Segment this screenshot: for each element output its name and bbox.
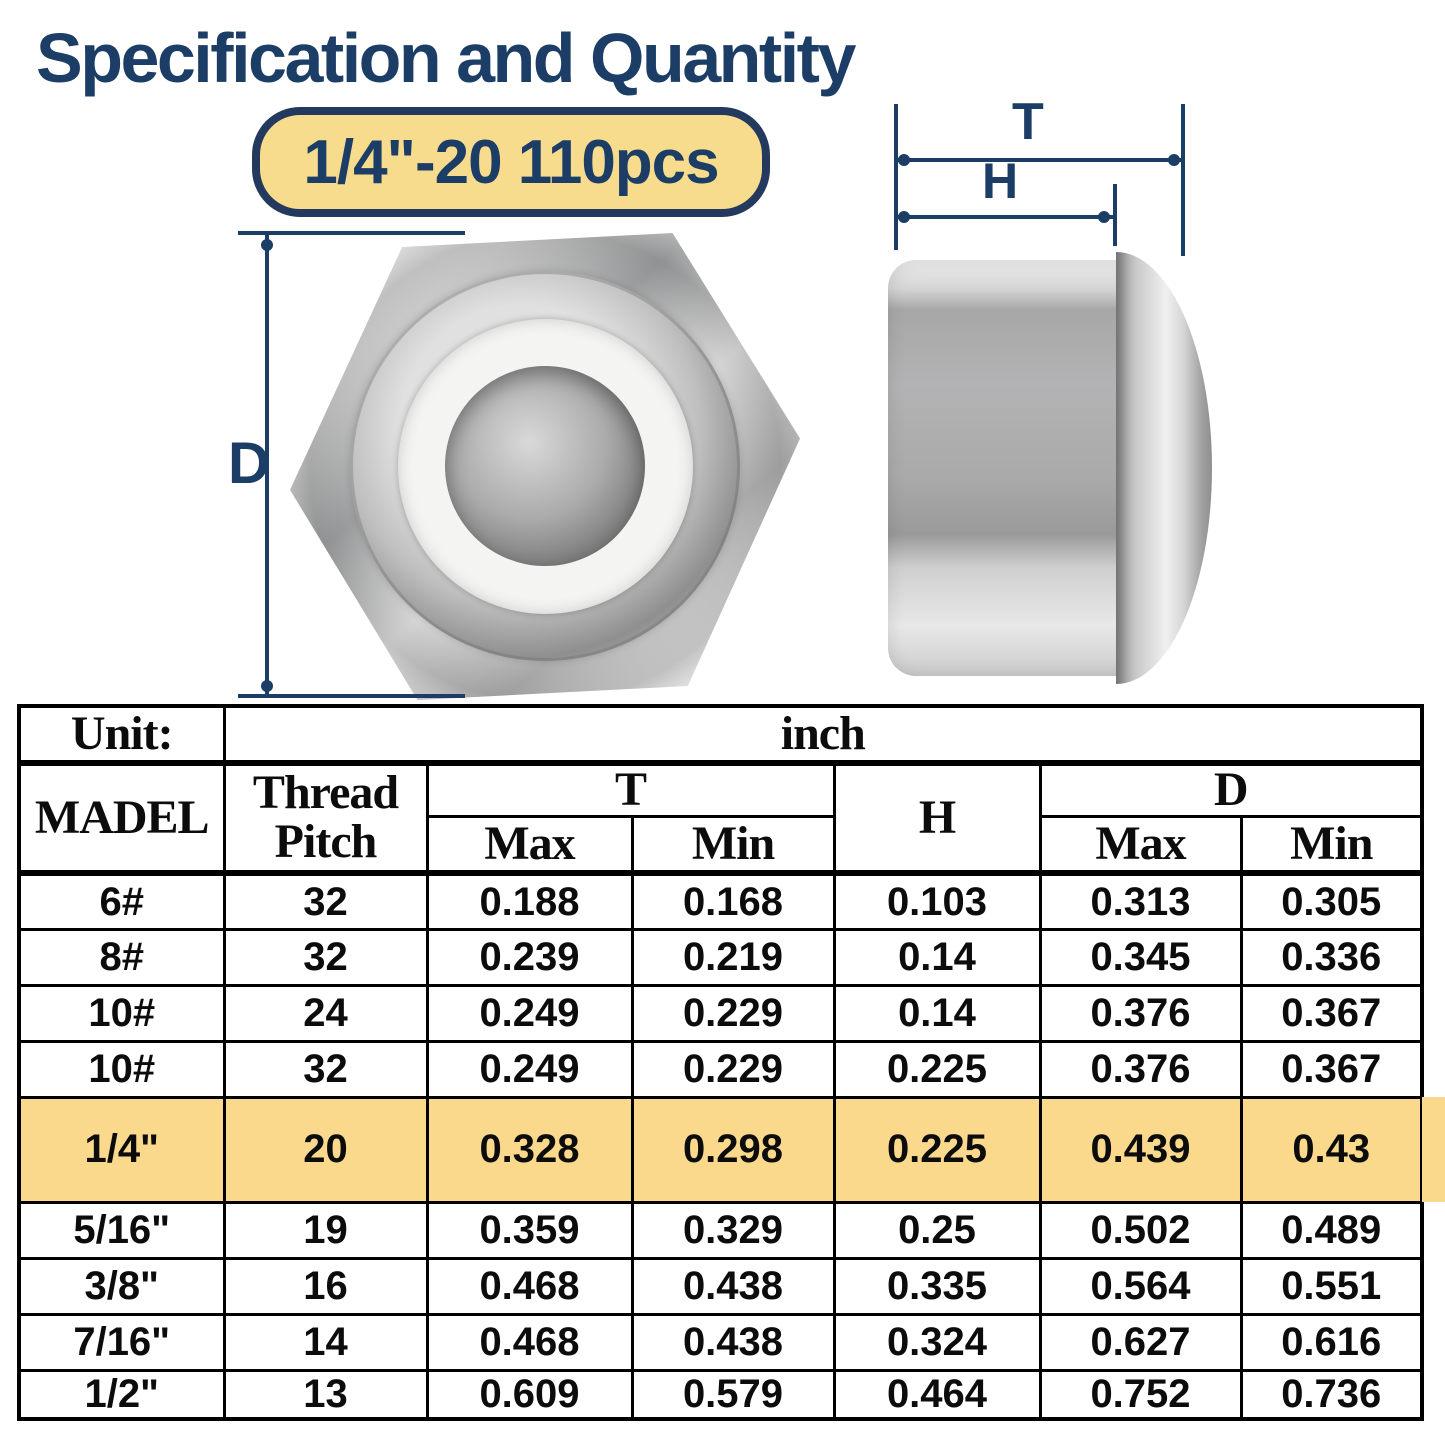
cell-d_max: 0.345	[1040, 929, 1241, 985]
cell-d_min: 0.616	[1241, 1314, 1422, 1370]
cell-model: 5/16"	[19, 1202, 224, 1258]
cell-d_min: 0.367	[1241, 985, 1422, 1041]
cell-d_max: 0.439	[1040, 1097, 1241, 1202]
cell-t_min: 0.438	[632, 1258, 834, 1314]
table-row	[19, 1258, 1422, 1314]
cell-h: 0.25	[834, 1202, 1040, 1258]
cell-h: 0.103	[834, 873, 1040, 929]
dim-t-dot-right	[1168, 154, 1180, 166]
nut-front-view-photo	[290, 233, 800, 700]
table-row	[19, 1041, 1422, 1097]
dim-h-dot-left	[898, 211, 910, 223]
table-row	[19, 1370, 1422, 1419]
dim-d-ext-top	[238, 231, 465, 235]
table-row	[19, 1314, 1422, 1370]
cell-h: 0.14	[834, 929, 1040, 985]
cell-pitch: 16	[224, 1258, 427, 1314]
cell-pitch: 32	[224, 1041, 427, 1097]
cell-d_min: 0.43	[1241, 1097, 1422, 1202]
cell-d_max: 0.627	[1040, 1314, 1241, 1370]
cell-t_min: 0.229	[632, 985, 834, 1041]
dim-t-label: T	[1012, 93, 1044, 151]
cell-h: 0.464	[834, 1370, 1040, 1419]
dim-d-dot-top	[261, 239, 273, 251]
header-row	[19, 763, 1422, 816]
cell-t_min: 0.168	[632, 873, 834, 929]
cell-t_max: 0.249	[427, 1041, 632, 1097]
col-header-t: T	[427, 763, 834, 816]
col-header-thread-pitch: Thread Pitch	[224, 763, 427, 873]
cell-model: 10#	[19, 1041, 224, 1097]
dim-d-dot-bottom	[261, 680, 273, 692]
cell-h: 0.335	[834, 1258, 1040, 1314]
highlight-sliver	[1422, 1097, 1445, 1202]
cell-d_max: 0.376	[1040, 1041, 1241, 1097]
cell-h: 0.225	[834, 1097, 1040, 1202]
page-title: Specification and Quantity	[36, 19, 854, 97]
cell-pitch: 20	[224, 1097, 427, 1202]
cell-model: 10#	[19, 985, 224, 1041]
cell-model: 3/8"	[19, 1258, 224, 1314]
size-quantity-badge	[252, 107, 770, 217]
cell-d_min: 0.336	[1241, 929, 1422, 985]
table-row	[19, 985, 1422, 1041]
cell-model: 7/16"	[19, 1314, 224, 1370]
cell-d_min: 0.551	[1241, 1258, 1422, 1314]
cell-t_max: 0.468	[427, 1258, 632, 1314]
cell-d_max: 0.564	[1040, 1258, 1241, 1314]
dim-d-label: D	[228, 431, 270, 496]
spec-table	[17, 704, 1424, 1421]
cell-h: 0.14	[834, 985, 1040, 1041]
dim-h-dot-right	[1098, 211, 1110, 223]
cell-d_max: 0.376	[1040, 985, 1241, 1041]
col-header-t-min: Min	[632, 816, 834, 873]
dim-t-dot-left	[898, 154, 910, 166]
cell-t_max: 0.188	[427, 873, 632, 929]
cell-t_max: 0.359	[427, 1202, 632, 1258]
dim-t-ext-right	[1181, 104, 1185, 256]
cell-pitch: 32	[224, 873, 427, 929]
table-row	[19, 1097, 1422, 1202]
cell-model: 8#	[19, 929, 224, 985]
cell-t_min: 0.219	[632, 929, 834, 985]
cell-d_min: 0.489	[1241, 1202, 1422, 1258]
dim-th-ext-left	[894, 104, 898, 250]
dim-t-line	[898, 158, 1182, 162]
cell-pitch: 32	[224, 929, 427, 985]
dim-h-ext-right	[1113, 184, 1117, 246]
col-header-t-max: Max	[427, 816, 632, 873]
cell-pitch: 14	[224, 1314, 427, 1370]
cell-t_min: 0.298	[632, 1097, 834, 1202]
cell-t_min: 0.229	[632, 1041, 834, 1097]
unit-value-cell: inch	[224, 706, 1422, 763]
cell-d_max: 0.502	[1040, 1202, 1241, 1258]
dim-h-line	[898, 215, 1114, 219]
cell-h: 0.324	[834, 1314, 1040, 1370]
cell-model: 1/2"	[19, 1370, 224, 1419]
cell-model: 1/4"	[19, 1097, 224, 1202]
cell-t_max: 0.609	[427, 1370, 632, 1419]
cell-pitch: 13	[224, 1370, 427, 1419]
table-row	[19, 873, 1422, 929]
cell-t_min: 0.579	[632, 1370, 834, 1419]
cell-pitch: 24	[224, 985, 427, 1041]
cell-pitch: 19	[224, 1202, 427, 1258]
cell-d_min: 0.367	[1241, 1041, 1422, 1097]
cell-t_max: 0.249	[427, 985, 632, 1041]
col-header-h: H	[834, 763, 1040, 873]
dim-h-label: H	[982, 153, 1019, 209]
cell-d_min: 0.305	[1241, 873, 1422, 929]
dim-d-ext-bottom	[238, 694, 465, 698]
cell-t_min: 0.329	[632, 1202, 834, 1258]
cell-model: 6#	[19, 873, 224, 929]
cell-t_max: 0.328	[427, 1097, 632, 1202]
col-header-d: D	[1040, 763, 1422, 816]
cell-t_min: 0.438	[632, 1314, 834, 1370]
table-row	[19, 929, 1422, 985]
unit-label-cell: Unit:	[19, 706, 224, 763]
col-header-d-max: Max	[1040, 816, 1241, 873]
cell-t_max: 0.239	[427, 929, 632, 985]
nut-side-view-photo	[888, 252, 1212, 684]
col-header-d-min: Min	[1241, 816, 1422, 873]
unit-row	[19, 706, 1422, 763]
cell-h: 0.225	[834, 1041, 1040, 1097]
nylon-collar-side	[1116, 252, 1212, 684]
cell-t_max: 0.468	[427, 1314, 632, 1370]
cell-d_min: 0.736	[1241, 1370, 1422, 1419]
cell-d_max: 0.752	[1040, 1370, 1241, 1419]
table-row	[19, 1202, 1422, 1258]
size-quantity-text: 1/4"-20 110pcs	[303, 127, 719, 197]
col-header-model: MADEL	[19, 763, 224, 873]
cell-d_max: 0.313	[1040, 873, 1241, 929]
hex-body-side	[888, 260, 1136, 676]
threaded-bore	[445, 366, 645, 566]
